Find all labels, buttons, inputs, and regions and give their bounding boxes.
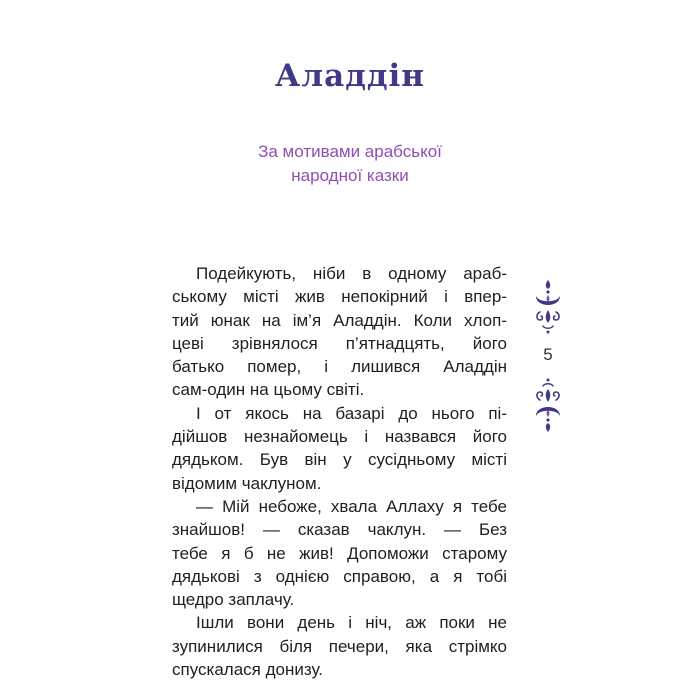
story-line: знайшов! — сказав чаклун. — Без xyxy=(172,520,507,540)
story-line: дядькові з однією справою, а я тобі xyxy=(172,566,507,586)
story-line: зупинилися біля печери, яка стрімко xyxy=(172,636,507,656)
crescent-ornament-icon xyxy=(530,376,566,434)
subtitle-line: За мотивами арабської xyxy=(258,142,442,161)
story-line: дядьком. Був він у сусідньому місті xyxy=(172,450,507,470)
story-line: цеві зрівнялося п’ятнадцять, його xyxy=(172,333,507,353)
story-line: спускалася донизу. xyxy=(172,660,323,680)
story-text xyxy=(172,262,507,681)
story-line: тебе я б не жив! Допоможи старому xyxy=(172,543,507,563)
story-line: дійшов незнайомець і назвався його xyxy=(172,427,507,447)
page-subtitle xyxy=(0,140,700,188)
story-line: І от якось на базарі до нього пі- xyxy=(196,403,507,423)
story-line: Ішли вони день і ніч, аж поки не xyxy=(196,613,507,633)
story-line: батько помер, і лишився Аладдін xyxy=(172,357,507,377)
story-line: Подейкують, ніби в одному араб- xyxy=(196,264,507,283)
story-line: щедро заплачу. xyxy=(172,590,295,610)
page-title: Аладдін xyxy=(275,58,425,94)
story-line: відомим чаклуном. xyxy=(172,473,322,493)
story-line: ському місті жив непокірний і впер- xyxy=(172,287,507,307)
story-line: сам-один на цьому світі. xyxy=(172,380,365,400)
page-number: 5 xyxy=(543,345,553,364)
story-line: — Мій небоже, хвала Аллаху я тебе xyxy=(196,496,507,516)
subtitle-line: народної казки xyxy=(291,166,409,185)
crescent-ornament-icon xyxy=(530,278,566,336)
story-line: тий юнак на ім’я Аладдін. Коли хлоп- xyxy=(172,310,507,330)
